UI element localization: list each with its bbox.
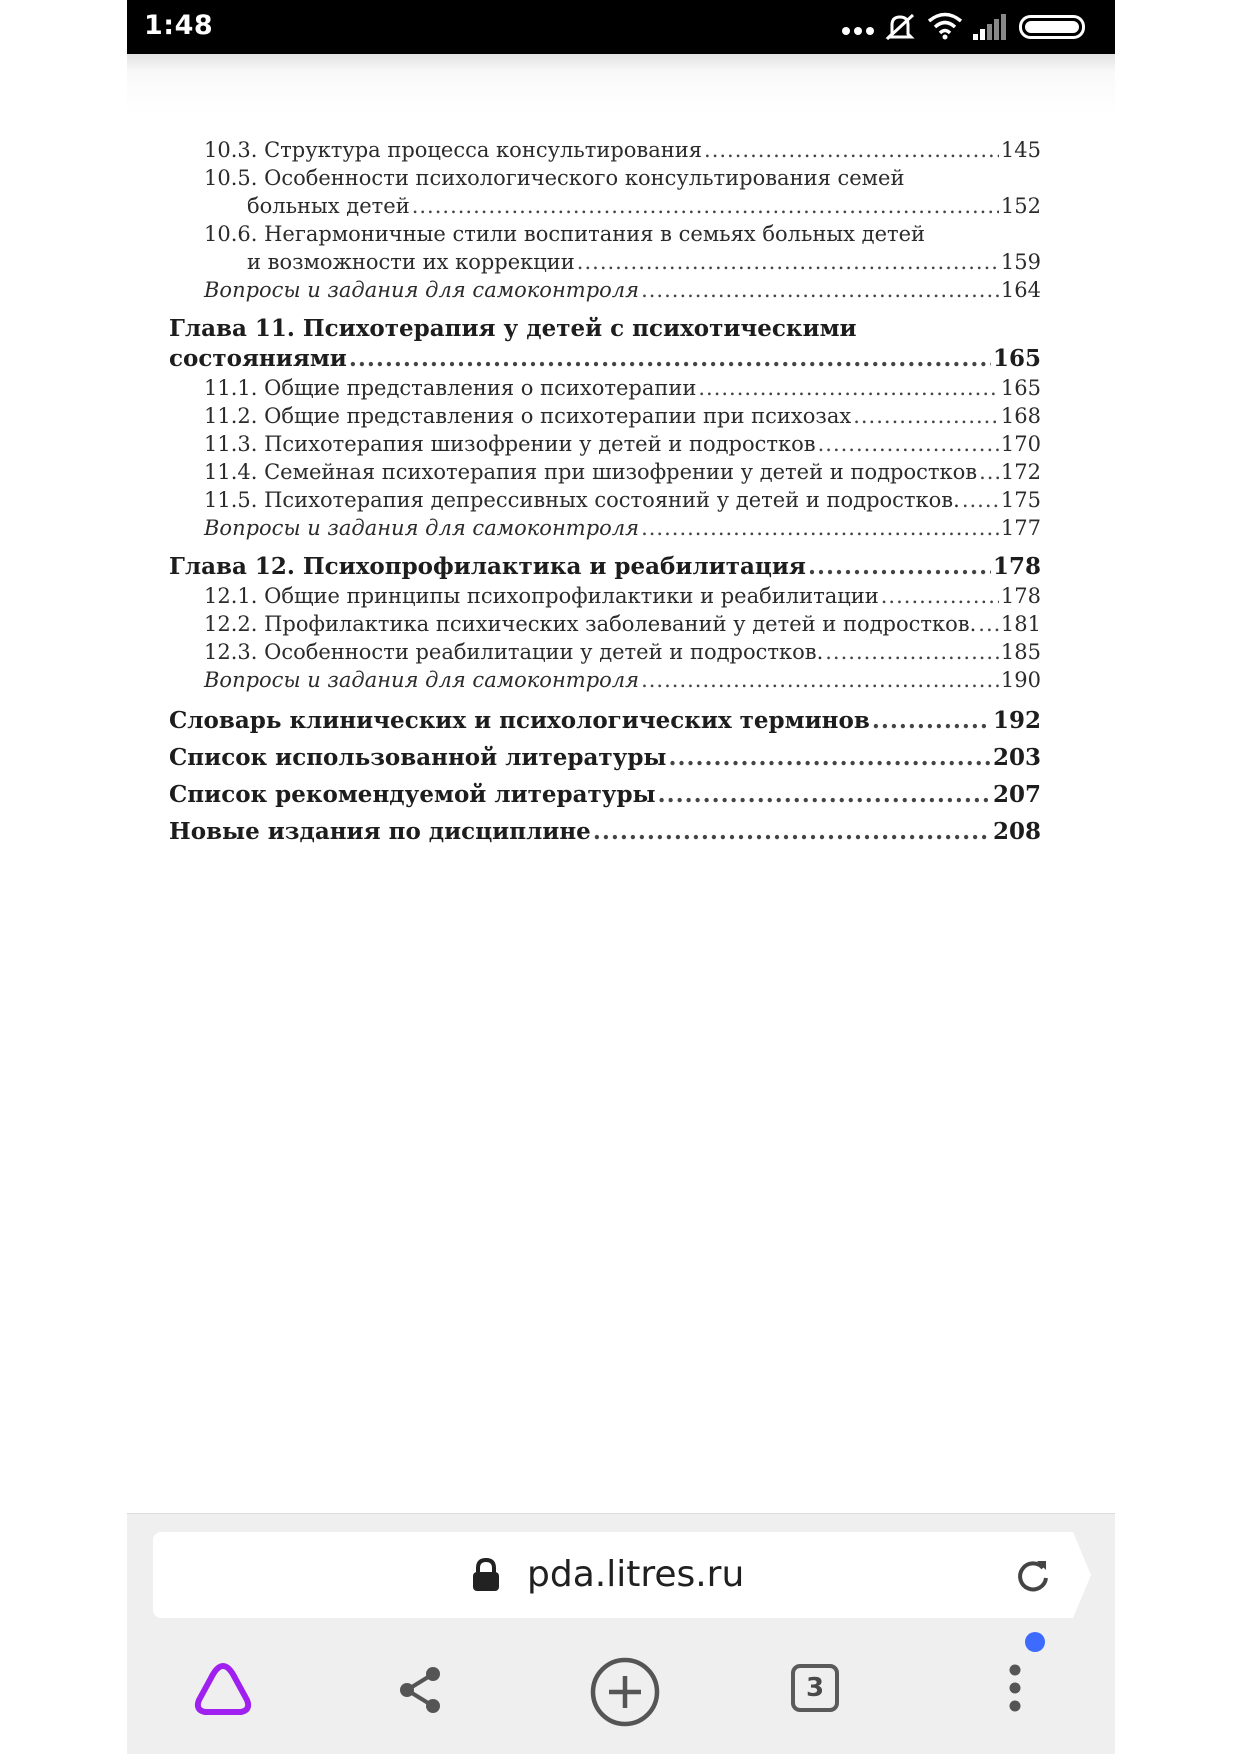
toc-entry-page: 145 <box>1000 138 1041 162</box>
toc-entry[interactable] <box>169 486 1041 514</box>
toc-entry-title: Список использованной литературы <box>169 744 667 771</box>
toc-chapter[interactable] <box>169 776 1041 813</box>
toc-entry-page: 152 <box>1000 194 1041 218</box>
toc-entry[interactable] <box>169 458 1041 486</box>
leader-dots <box>978 610 999 638</box>
toc-entry[interactable] <box>169 248 1041 276</box>
toc-entry[interactable] <box>169 610 1041 638</box>
browser-bottom-bar <box>127 1513 1115 1754</box>
toc-entry-page: 165 <box>992 345 1041 372</box>
status-bar <box>127 0 1115 54</box>
toc-chapter[interactable] <box>169 739 1041 776</box>
toc-entry[interactable] <box>169 514 1041 542</box>
address-bar[interactable] <box>153 1532 1073 1618</box>
toc-entry-title: 12.2. Профилактика психических заболеваний у детей и подростков. <box>204 612 977 636</box>
toc-chapter[interactable] <box>169 344 1041 374</box>
toc-entry[interactable] <box>169 136 1041 164</box>
battery-icon <box>1019 15 1089 39</box>
toc-entry[interactable] <box>169 666 1041 694</box>
toc-entry-title: Список рекомендуемой литературы <box>169 781 656 808</box>
leader-dots <box>808 552 991 582</box>
leader-dots <box>853 402 999 430</box>
phone-screen <box>127 0 1115 1754</box>
leader-dots <box>658 776 991 813</box>
toc-entry-page: 203 <box>992 744 1041 771</box>
leader-dots <box>349 344 991 374</box>
toc-entry-title: Словарь клинических и психологических терминов <box>169 707 870 734</box>
toc-entry-page: 207 <box>992 781 1041 808</box>
share-icon[interactable] <box>395 1664 447 1716</box>
address-bar-arrow <box>1073 1532 1091 1618</box>
toc-entry-title: Вопросы и задания для самоконтроля <box>204 278 640 302</box>
toc-entry-title: 11.3. Психотерапия шизофрении у детей и подростков <box>204 432 816 456</box>
toc-entry-title: Вопросы и задания для самоконтроля <box>204 668 640 692</box>
toc-entry-title: 12.3. Особенности реабилитации у детей и подростков. <box>204 640 824 664</box>
toc-entry[interactable] <box>169 430 1041 458</box>
toc-entry-title: 11.4. Семейная психотерапия при шизофрении у детей и подростков <box>204 460 978 484</box>
leader-dots <box>962 486 999 514</box>
toc-entry-title: Новые издания по дисциплине <box>169 818 591 845</box>
toc-chapter[interactable] <box>169 813 1041 850</box>
lock-icon <box>471 1558 501 1592</box>
new-tab-icon[interactable] <box>589 1656 661 1728</box>
toc-entry-page: 181 <box>1000 612 1041 636</box>
more-dots-icon <box>841 26 875 36</box>
leader-dots <box>593 813 991 850</box>
leader-dots <box>704 136 999 164</box>
toc-entry-page: 177 <box>1000 516 1041 540</box>
toc-entry-page: 168 <box>1000 404 1041 428</box>
toc-entry[interactable] <box>169 638 1041 666</box>
menu-icon[interactable] <box>993 1628 1049 1720</box>
toc-entry-page: 172 <box>1000 460 1041 484</box>
leader-dots <box>412 192 999 220</box>
toc-entry-title: 11.5. Психотерапия депрессивных состояний у детей и подростков. <box>204 488 960 512</box>
toc-chapter-line[interactable]: Глава 11. Психотерапия у детей с психотическими <box>169 315 857 342</box>
toc-entry[interactable] <box>169 582 1041 610</box>
browser-nav-row <box>127 1654 1115 1744</box>
toc-entry-page: 164 <box>1000 278 1041 302</box>
leader-dots <box>698 374 999 402</box>
leader-dots <box>641 514 999 542</box>
mute-icon <box>883 12 917 42</box>
toc-entry-title: и возможности их коррекции <box>247 250 575 274</box>
toc-entry-title: 12.1. Общие принципы психопрофилактики и реабилитации <box>204 584 879 608</box>
leader-dots <box>979 458 999 486</box>
toc-entry-line[interactable]: 10.6. Негармоничные стили воспитания в семьях больных детей <box>204 222 926 246</box>
leader-dots <box>577 248 999 276</box>
toc-entry[interactable] <box>169 402 1041 430</box>
toc-entry[interactable] <box>169 192 1041 220</box>
signal-icon <box>973 14 1007 40</box>
leader-dots <box>641 276 999 304</box>
toc-entry-page: 178 <box>1000 584 1041 608</box>
toc-entry-page: 192 <box>992 707 1041 734</box>
tabs-counter-button[interactable]: 3 <box>791 1664 839 1712</box>
toc-entry-title: больных детей <box>247 194 410 218</box>
toc-entry-line[interactable]: 10.5. Особенности психологического консультирования семей <box>204 166 905 190</box>
toc-chapter[interactable] <box>169 552 1041 582</box>
toc-entry-title: 11.2. Общие представления о психотерапии при психозах <box>204 404 852 428</box>
url-text[interactable]: pda.litres.ru <box>527 1554 745 1595</box>
toc-entry-title: Глава 12. Психопрофилактика и реабилитация <box>169 553 806 580</box>
leader-dots <box>641 666 999 694</box>
toc-entry-page: 178 <box>992 553 1041 580</box>
toc-entry-title: 11.1. Общие представления о психотерапии <box>204 376 697 400</box>
leader-dots <box>881 582 999 610</box>
wifi-icon <box>927 12 963 40</box>
reload-icon[interactable] <box>1013 1556 1053 1596</box>
toc-entry-page: 190 <box>1000 668 1041 692</box>
toc-entry-page: 185 <box>1000 640 1041 664</box>
toc-entry-page: 208 <box>992 818 1041 845</box>
toolbar-shadow <box>127 54 1115 114</box>
leader-dots <box>825 638 999 666</box>
toc-entry-title: Вопросы и задания для самоконтроля <box>204 516 640 540</box>
toc-entry-title: состояниями <box>169 345 347 372</box>
toc-entry-page: 170 <box>1000 432 1041 456</box>
alice-assistant-icon[interactable] <box>191 1660 255 1718</box>
leader-dots <box>818 430 999 458</box>
toc-chapter[interactable] <box>169 702 1041 739</box>
toc-page <box>169 136 1041 850</box>
leader-dots <box>872 702 991 739</box>
toc-entry-title: 10.3. Структура процесса консультирования <box>204 138 703 162</box>
toc-entry-page: 165 <box>1000 376 1041 400</box>
leader-dots <box>668 739 991 776</box>
toc-entry[interactable] <box>169 374 1041 402</box>
status-time: 1:48 <box>144 10 214 41</box>
toc-entry-page: 175 <box>1000 488 1041 512</box>
toc-entry-page: 159 <box>1000 250 1041 274</box>
toc-entry[interactable] <box>169 276 1041 304</box>
